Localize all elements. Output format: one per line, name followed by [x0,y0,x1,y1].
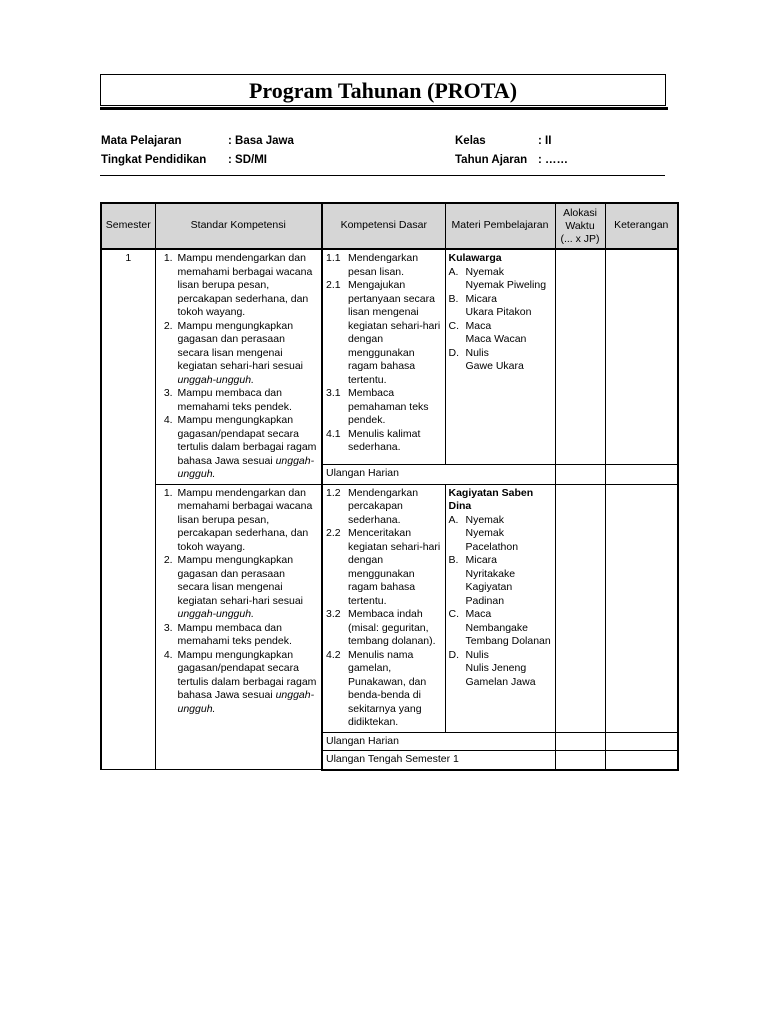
list-item: B. Micara Nyritakake Kagiyatan Padinan [448,554,516,607]
header-alokasi-line-1: Alokasi [563,206,597,219]
list-item: 4.2 Menulis nama gamelan, Punakawan, dan benda-benda di sekitarnya yang didiktekan. [326,648,427,728]
list-item: A. Nyemak Nyemak Pacelathon [448,513,519,553]
kelas-label: Kelas [455,135,486,147]
mata-pelajaran-label: Mata Pelajaran [101,135,182,147]
list-item: 2. Mampu mengungkapkan gagasan dan perasaan secara lisan mengenai kegiatan sehari-hari sesuai unggah-ungguh. [176,320,319,388]
list-item: 3.2 Membaca indah (misal: geguritan, tembang dolanan). [326,608,436,647]
kompetensi-dasar-cell [322,249,445,465]
tahun-value: : …… [538,154,569,166]
info-divider [100,175,665,176]
list-item: D. Nulis Nulis Jeneng Gamelan Jawa [448,648,536,688]
header-materi-pembelajaran: Materi Pembelajaran [445,203,555,249]
list-item: 4.1 Menulis kalimat sederhana. [326,427,421,453]
table-row [101,249,678,465]
title-box [100,74,666,106]
header-standar-kompetensi: Standar Kompetensi [155,203,322,249]
kompetensi-dasar-cell [322,484,445,732]
kelas-value: : II [538,135,552,147]
materi-cell [445,249,555,465]
standar-kompetensi-cell [155,249,322,484]
list-item: 4. Mampu mengungkapkan gagasan/pendapat secara tertulis dalam berbagai ragam bahasa Jawa sesuai unggah-ungguh. [176,649,319,717]
header-alokasi-line-3: (... x JP) [560,232,600,245]
list-item: B. Micara Ukara Pitakon [448,292,532,318]
materi-title: Kagiyatan Saben Dina [448,486,534,512]
keterangan-cell [605,484,678,732]
materi-title: Kulawarga [448,252,502,264]
list-item: 1. Mampu mendengarkan dan memahami berbagai wacana lisan berupa pesan, percakapan sederhana, dan tokoh wayang. [176,252,319,320]
header-alokasi-waktu [555,203,605,249]
title-underline [100,107,668,110]
list-item: 3.1 Membaca pemahaman teks pendek. [326,387,429,426]
materi-cell [445,484,555,732]
sk-list [159,252,319,482]
sk-list [159,487,319,717]
header-keterangan: Keterangan [605,203,678,249]
alokasi-cell [555,484,605,732]
alokasi-cell [555,249,605,465]
list-item: D. Nulis Gawe Ukara [448,346,524,372]
keterangan-cell [605,751,678,770]
keterangan-cell [605,465,678,484]
page-title: Program Tahunan (PROTA) [248,78,518,103]
alokasi-cell [555,732,605,751]
ulangan-harian-cell: Ulangan Harian [322,732,555,751]
list-item: 3. Mampu membaca dan memahami teks pendek. [176,387,319,414]
keterangan-cell [605,732,678,751]
standar-kompetensi-cell [155,484,322,770]
alokasi-cell [555,751,605,770]
prota-table [100,202,679,771]
list-item: C. Maca Maca Wacan [448,319,527,345]
list-item: 3. Mampu membaca dan memahami teks pendek. [176,622,319,649]
header-semester: Semester [101,203,155,249]
list-item: 4. Mampu mengungkapkan gagasan/pendapat secara tertulis dalam berbagai ragam bahasa Jawa sesuai unggah-ungguh. [176,414,319,482]
ulangan-tengah-semester-cell: Ulangan Tengah Semester 1 [322,751,555,770]
list-item: 1.2 Mendengarkan percakapan sederhana. [326,486,419,526]
header-kompetensi-dasar: Kompetensi Dasar [322,203,445,249]
list-item: 2.2 Menceritakan kegiatan sehari-hari dengan menggunakan ragam bahasa tertentu. [326,527,441,607]
list-item: A. Nyemak Nyemak Piweling [448,265,547,291]
list-item: 1. Mampu mendengarkan dan memahami berbagai wacana lisan berupa pesan, percakapan sederhana, dan tokoh wayang. [176,487,319,555]
keterangan-cell [605,249,678,465]
list-item: 2. Mampu mengungkapkan gagasan dan perasaan secara lisan mengenai kegiatan sehari-hari sesuai unggah-ungguh. [176,554,319,622]
semester-cell: 1 [101,249,155,770]
mata-pelajaran-value: : Basa Jawa [228,135,294,147]
header-alokasi-line-2: Waktu [565,219,595,232]
list-item: 1.1 Mendengarkan pesan lisan. [326,252,419,278]
ulangan-harian-cell: Ulangan Harian [322,465,555,484]
table-header-row [101,203,678,249]
list-item: 2.1 Mengajukan pertanyaan secara lisan mengenai kegiatan sehari-hari dengan menggunakan ragam bahasa tertentu. [326,279,441,386]
list-item: C. Maca Nembangake Tembang Dolanan [448,608,551,647]
tahun-label: Tahun Ajaran [455,154,528,166]
tingkat-value: : SD/MI [228,154,267,166]
table-row [101,484,678,732]
alokasi-cell [555,465,605,484]
tingkat-label: Tingkat Pendidikan [101,154,207,166]
